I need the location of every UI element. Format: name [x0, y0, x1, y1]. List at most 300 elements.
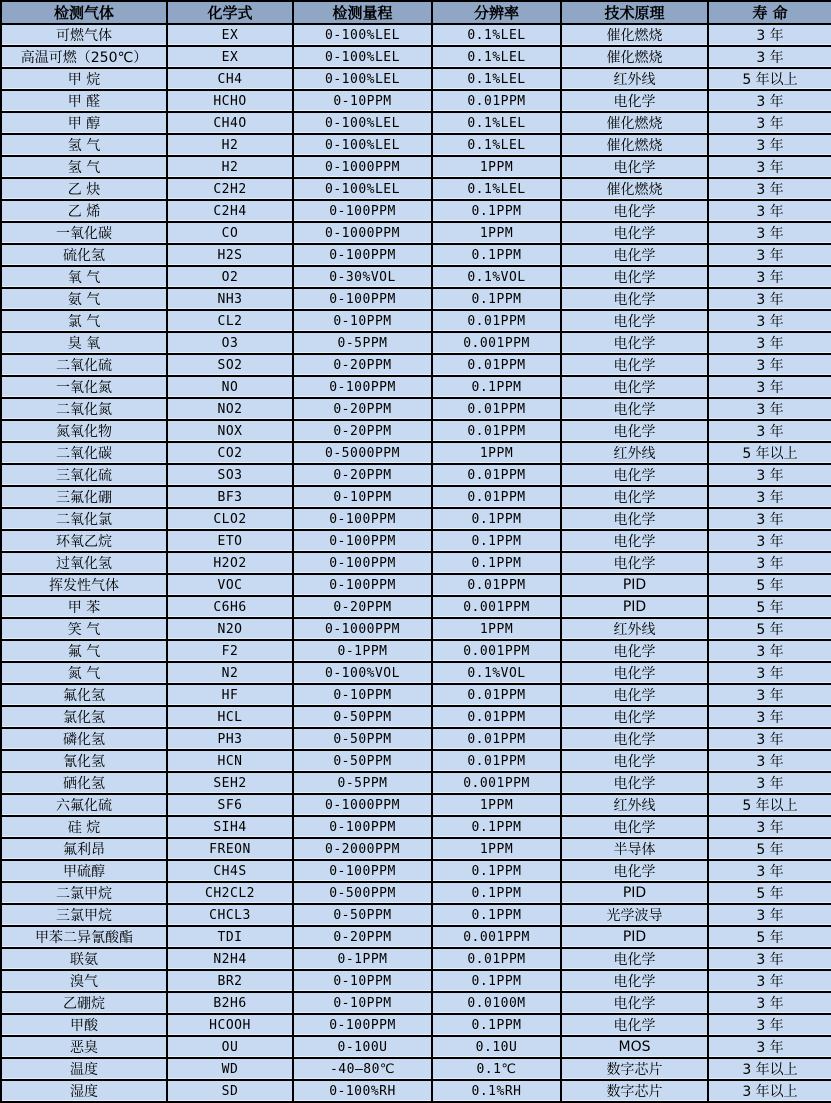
- range-cell: 0-20PPM: [293, 398, 432, 420]
- resolution-cell: 0.001PPM: [432, 332, 561, 354]
- lifespan-cell: 3 年: [708, 508, 831, 530]
- resolution-cell: 0.01PPM: [432, 420, 561, 442]
- range-cell: 0-5PPM: [293, 332, 432, 354]
- lifespan-cell: 5 年: [708, 618, 831, 640]
- resolution-cell: 0.0100M: [432, 992, 561, 1014]
- formula-cell: WD: [167, 1058, 293, 1080]
- range-cell: 0-20PPM: [293, 354, 432, 376]
- gas-name-cell: 甲 醛: [1, 90, 167, 112]
- principle-cell: 电化学: [561, 332, 708, 354]
- range-cell: 0-100PPM: [293, 200, 432, 222]
- range-cell: 0-100%LEL: [293, 112, 432, 134]
- gas-name-cell: 甲 醇: [1, 112, 167, 134]
- resolution-cell: 0.1%LEL: [432, 68, 561, 90]
- formula-cell: O2: [167, 266, 293, 288]
- header-row: [1, 1, 831, 24]
- principle-cell: PID: [561, 574, 708, 596]
- range-cell: 0-20PPM: [293, 464, 432, 486]
- principle-cell: 红外线: [561, 68, 708, 90]
- range-cell: 0-100PPM: [293, 1014, 432, 1036]
- table-row: [1, 772, 831, 794]
- formula-cell: F2: [167, 640, 293, 662]
- table-row: [1, 1036, 831, 1058]
- range-cell: 0-2000PPM: [293, 838, 432, 860]
- lifespan-cell: 3 年: [708, 46, 831, 68]
- formula-cell: H2: [167, 156, 293, 178]
- resolution-cell: 0.1%LEL: [432, 134, 561, 156]
- principle-cell: 催化燃烧: [561, 24, 708, 46]
- resolution-cell: 0.1PPM: [432, 970, 561, 992]
- lifespan-cell: 3 年: [708, 816, 831, 838]
- lifespan-cell: 3 年: [708, 266, 831, 288]
- table-row: [1, 750, 831, 772]
- table-row: [1, 288, 831, 310]
- lifespan-cell: 3 年: [708, 376, 831, 398]
- principle-cell: 电化学: [561, 266, 708, 288]
- resolution-cell: 0.1PPM: [432, 882, 561, 904]
- formula-cell: H2O2: [167, 552, 293, 574]
- principle-cell: PID: [561, 882, 708, 904]
- resolution-cell: 0.1%LEL: [432, 112, 561, 134]
- range-cell: 0-1000PPM: [293, 156, 432, 178]
- resolution-cell: 0.01PPM: [432, 574, 561, 596]
- range-cell: -40—80℃: [293, 1058, 432, 1080]
- principle-cell: 电化学: [561, 750, 708, 772]
- range-cell: 0-50PPM: [293, 728, 432, 750]
- lifespan-cell: 3 年: [708, 706, 831, 728]
- lifespan-cell: 3 年: [708, 728, 831, 750]
- principle-cell: 电化学: [561, 992, 708, 1014]
- gas-name-cell: 乙 炔: [1, 178, 167, 200]
- resolution-cell: 1PPM: [432, 794, 561, 816]
- lifespan-cell: 3 年: [708, 420, 831, 442]
- formula-cell: CL2: [167, 310, 293, 332]
- lifespan-cell: 3 年: [708, 288, 831, 310]
- lifespan-cell: 3 年: [708, 992, 831, 1014]
- range-cell: 0-100%RH: [293, 1080, 432, 1102]
- gas-name-cell: 氨 气: [1, 288, 167, 310]
- table-row: [1, 596, 831, 618]
- lifespan-cell: 3 年: [708, 310, 831, 332]
- table-row: [1, 706, 831, 728]
- lifespan-cell: 3 年: [708, 640, 831, 662]
- lifespan-cell: 3 年: [708, 552, 831, 574]
- range-cell: 0-500PPM: [293, 882, 432, 904]
- resolution-cell: 0.1%LEL: [432, 24, 561, 46]
- principle-cell: 电化学: [561, 772, 708, 794]
- lifespan-cell: 5 年: [708, 926, 831, 948]
- range-cell: 0-100%VOL: [293, 662, 432, 684]
- formula-cell: CH2CL2: [167, 882, 293, 904]
- principle-cell: 光学波导: [561, 904, 708, 926]
- lifespan-cell: 3 年: [708, 134, 831, 156]
- formula-cell: SO2: [167, 354, 293, 376]
- lifespan-cell: 3 年: [708, 750, 831, 772]
- range-cell: 0-100PPM: [293, 376, 432, 398]
- principle-cell: 电化学: [561, 552, 708, 574]
- principle-cell: 电化学: [561, 90, 708, 112]
- table-row: [1, 860, 831, 882]
- gas-name-cell: 氟化氢: [1, 684, 167, 706]
- range-cell: 0-100%LEL: [293, 178, 432, 200]
- gas-name-cell: 磷化氢: [1, 728, 167, 750]
- formula-cell: CHCL3: [167, 904, 293, 926]
- resolution-cell: 0.1PPM: [432, 376, 561, 398]
- principle-cell: 电化学: [561, 376, 708, 398]
- gas-name-cell: 氧 气: [1, 266, 167, 288]
- table-row: [1, 178, 831, 200]
- formula-cell: NO2: [167, 398, 293, 420]
- lifespan-cell: 5 年: [708, 596, 831, 618]
- table-row: [1, 222, 831, 244]
- table-row: [1, 530, 831, 552]
- gas-name-cell: 甲苯二异氰酸酯: [1, 926, 167, 948]
- formula-cell: TDI: [167, 926, 293, 948]
- principle-cell: PID: [561, 596, 708, 618]
- principle-cell: 红外线: [561, 442, 708, 464]
- gas-name-cell: 乙 烯: [1, 200, 167, 222]
- table-row: [1, 486, 831, 508]
- resolution-cell: 0.1PPM: [432, 816, 561, 838]
- formula-cell: BR2: [167, 970, 293, 992]
- formula-cell: H2S: [167, 244, 293, 266]
- table-row: [1, 420, 831, 442]
- principle-cell: 电化学: [561, 816, 708, 838]
- gas-name-cell: 环氧乙烷: [1, 530, 167, 552]
- formula-cell: HCN: [167, 750, 293, 772]
- gas-name-cell: 溴气: [1, 970, 167, 992]
- resolution-cell: 0.01PPM: [432, 464, 561, 486]
- table-row: [1, 244, 831, 266]
- table-row: [1, 398, 831, 420]
- lifespan-cell: 3 年: [708, 398, 831, 420]
- resolution-cell: 0.1PPM: [432, 200, 561, 222]
- gas-name-cell: 联氨: [1, 948, 167, 970]
- gas-name-cell: 甲 苯: [1, 596, 167, 618]
- gas-name-cell: 三氟化硼: [1, 486, 167, 508]
- table-row: [1, 552, 831, 574]
- lifespan-cell: 3 年: [708, 904, 831, 926]
- principle-cell: 催化燃烧: [561, 46, 708, 68]
- principle-cell: 电化学: [561, 662, 708, 684]
- principle-cell: 电化学: [561, 508, 708, 530]
- gas-name-cell: 温度: [1, 1058, 167, 1080]
- gas-name-cell: 二氧化氯: [1, 508, 167, 530]
- resolution-cell: 0.001PPM: [432, 926, 561, 948]
- resolution-cell: 0.01PPM: [432, 90, 561, 112]
- range-cell: 0-50PPM: [293, 904, 432, 926]
- lifespan-cell: 3 年: [708, 24, 831, 46]
- formula-cell: NO: [167, 376, 293, 398]
- table-row: [1, 112, 831, 134]
- principle-cell: 催化燃烧: [561, 112, 708, 134]
- column-header-resolution: 分辨率: [432, 1, 561, 24]
- resolution-cell: 0.001PPM: [432, 596, 561, 618]
- principle-cell: 电化学: [561, 200, 708, 222]
- resolution-cell: 0.1%VOL: [432, 266, 561, 288]
- range-cell: 0-100PPM: [293, 574, 432, 596]
- resolution-cell: 0.1℃: [432, 1058, 561, 1080]
- resolution-cell: 0.01PPM: [432, 948, 561, 970]
- table-row: [1, 68, 831, 90]
- formula-cell: SF6: [167, 794, 293, 816]
- table-row: [1, 970, 831, 992]
- lifespan-cell: 3 年: [708, 970, 831, 992]
- gas-name-cell: 三氯甲烷: [1, 904, 167, 926]
- principle-cell: 电化学: [561, 288, 708, 310]
- principle-cell: MOS: [561, 1036, 708, 1058]
- resolution-cell: 1PPM: [432, 618, 561, 640]
- principle-cell: 电化学: [561, 420, 708, 442]
- formula-cell: H2: [167, 134, 293, 156]
- formula-cell: PH3: [167, 728, 293, 750]
- principle-cell: 电化学: [561, 948, 708, 970]
- formula-cell: CLO2: [167, 508, 293, 530]
- gas-name-cell: 氰化氢: [1, 750, 167, 772]
- resolution-cell: 0.1PPM: [432, 244, 561, 266]
- lifespan-cell: 3 年: [708, 948, 831, 970]
- principle-cell: 电化学: [561, 860, 708, 882]
- range-cell: 0-10PPM: [293, 970, 432, 992]
- gas-name-cell: 可燃气体: [1, 24, 167, 46]
- gas-name-cell: 氯化氢: [1, 706, 167, 728]
- table-row: [1, 904, 831, 926]
- table-row: [1, 816, 831, 838]
- range-cell: 0-1000PPM: [293, 618, 432, 640]
- lifespan-cell: 3 年: [708, 1014, 831, 1036]
- table-row: [1, 266, 831, 288]
- principle-cell: 电化学: [561, 354, 708, 376]
- resolution-cell: 0.1%LEL: [432, 46, 561, 68]
- resolution-cell: 1PPM: [432, 442, 561, 464]
- table-row: [1, 310, 831, 332]
- lifespan-cell: 3 年: [708, 354, 831, 376]
- principle-cell: 电化学: [561, 1014, 708, 1036]
- gas-name-cell: 湿度: [1, 1080, 167, 1102]
- resolution-cell: 1PPM: [432, 222, 561, 244]
- lifespan-cell: 5 年: [708, 574, 831, 596]
- resolution-cell: 0.1%VOL: [432, 662, 561, 684]
- table-row: [1, 46, 831, 68]
- gas-name-cell: 二氧化硫: [1, 354, 167, 376]
- principle-cell: PID: [561, 926, 708, 948]
- range-cell: 0-50PPM: [293, 750, 432, 772]
- resolution-cell: 1PPM: [432, 838, 561, 860]
- table-row: [1, 90, 831, 112]
- formula-cell: CO: [167, 222, 293, 244]
- resolution-cell: 0.01PPM: [432, 684, 561, 706]
- range-cell: 0-100PPM: [293, 552, 432, 574]
- resolution-cell: 0.1PPM: [432, 530, 561, 552]
- formula-cell: NH3: [167, 288, 293, 310]
- gas-name-cell: 氟利昂: [1, 838, 167, 860]
- gas-name-cell: 乙硼烷: [1, 992, 167, 1014]
- gas-name-cell: 一氧化氮: [1, 376, 167, 398]
- principle-cell: 电化学: [561, 310, 708, 332]
- formula-cell: HCOOH: [167, 1014, 293, 1036]
- range-cell: 0-10PPM: [293, 992, 432, 1014]
- lifespan-cell: 3 年: [708, 332, 831, 354]
- table-row: [1, 992, 831, 1014]
- formula-cell: SO3: [167, 464, 293, 486]
- table-row: [1, 728, 831, 750]
- lifespan-cell: 5 年以上: [708, 794, 831, 816]
- lifespan-cell: 3 年以上: [708, 1080, 831, 1102]
- principle-cell: 电化学: [561, 222, 708, 244]
- principle-cell: 红外线: [561, 618, 708, 640]
- table-row: [1, 574, 831, 596]
- formula-cell: SD: [167, 1080, 293, 1102]
- range-cell: 0-100%LEL: [293, 134, 432, 156]
- lifespan-cell: 3 年: [708, 244, 831, 266]
- resolution-cell: 0.01PPM: [432, 728, 561, 750]
- gas-name-cell: 二氯甲烷: [1, 882, 167, 904]
- range-cell: 0-50PPM: [293, 706, 432, 728]
- lifespan-cell: 5 年以上: [708, 442, 831, 464]
- lifespan-cell: 3 年: [708, 662, 831, 684]
- lifespan-cell: 3 年: [708, 156, 831, 178]
- lifespan-cell: 3 年: [708, 112, 831, 134]
- column-header-formula: 化学式: [167, 1, 293, 24]
- resolution-cell: 0.01PPM: [432, 750, 561, 772]
- range-cell: 0-20PPM: [293, 596, 432, 618]
- formula-cell: CH4S: [167, 860, 293, 882]
- range-cell: 0-100PPM: [293, 530, 432, 552]
- formula-cell: FREON: [167, 838, 293, 860]
- formula-cell: VOC: [167, 574, 293, 596]
- formula-cell: O3: [167, 332, 293, 354]
- lifespan-cell: 3 年: [708, 530, 831, 552]
- formula-cell: EX: [167, 46, 293, 68]
- range-cell: 0-100U: [293, 1036, 432, 1058]
- formula-cell: HCHO: [167, 90, 293, 112]
- gas-name-cell: 硅 烷: [1, 816, 167, 838]
- formula-cell: B2H6: [167, 992, 293, 1014]
- range-cell: 0-100%LEL: [293, 24, 432, 46]
- table-row: [1, 508, 831, 530]
- principle-cell: 催化燃烧: [561, 134, 708, 156]
- lifespan-cell: 3 年: [708, 486, 831, 508]
- table-row: [1, 684, 831, 706]
- gas-name-cell: 挥发性气体: [1, 574, 167, 596]
- range-cell: 0-100PPM: [293, 508, 432, 530]
- gas-name-cell: 三氧化硫: [1, 464, 167, 486]
- lifespan-cell: 3 年: [708, 90, 831, 112]
- lifespan-cell: 5 年: [708, 838, 831, 860]
- gas-name-cell: 甲硫醇: [1, 860, 167, 882]
- resolution-cell: 0.1PPM: [432, 904, 561, 926]
- principle-cell: 催化燃烧: [561, 178, 708, 200]
- formula-cell: N2H4: [167, 948, 293, 970]
- principle-cell: 数字芯片: [561, 1058, 708, 1080]
- formula-cell: SIH4: [167, 816, 293, 838]
- formula-cell: N2O: [167, 618, 293, 640]
- resolution-cell: 0.1PPM: [432, 508, 561, 530]
- range-cell: 0-10PPM: [293, 90, 432, 112]
- formula-cell: SEH2: [167, 772, 293, 794]
- column-header-principle: 技术原理: [561, 1, 708, 24]
- formula-cell: OU: [167, 1036, 293, 1058]
- resolution-cell: 0.10U: [432, 1036, 561, 1058]
- table-body: [1, 24, 831, 1102]
- resolution-cell: 0.01PPM: [432, 398, 561, 420]
- formula-cell: BF3: [167, 486, 293, 508]
- gas-name-cell: 恶臭: [1, 1036, 167, 1058]
- principle-cell: 电化学: [561, 970, 708, 992]
- gas-name-cell: 硫化氢: [1, 244, 167, 266]
- resolution-cell: 0.1PPM: [432, 288, 561, 310]
- resolution-cell: 0.1%LEL: [432, 178, 561, 200]
- range-cell: 0-100%LEL: [293, 46, 432, 68]
- principle-cell: 电化学: [561, 530, 708, 552]
- lifespan-cell: 3 年: [708, 200, 831, 222]
- table-row: [1, 376, 831, 398]
- formula-cell: CH4O: [167, 112, 293, 134]
- resolution-cell: 0.01PPM: [432, 706, 561, 728]
- table-row: [1, 662, 831, 684]
- principle-cell: 电化学: [561, 244, 708, 266]
- gas-name-cell: 二氧化氮: [1, 398, 167, 420]
- principle-cell: 半导体: [561, 838, 708, 860]
- gas-name-cell: 氢 气: [1, 156, 167, 178]
- gas-name-cell: 甲 烷: [1, 68, 167, 90]
- gas-name-cell: 氯 气: [1, 310, 167, 332]
- table-row: [1, 442, 831, 464]
- principle-cell: 电化学: [561, 464, 708, 486]
- principle-cell: 数字芯片: [561, 1080, 708, 1102]
- range-cell: 0-20PPM: [293, 420, 432, 442]
- lifespan-cell: 3 年: [708, 860, 831, 882]
- lifespan-cell: 3 年: [708, 178, 831, 200]
- table-row: [1, 354, 831, 376]
- lifespan-cell: 5 年以上: [708, 68, 831, 90]
- range-cell: 0-1PPM: [293, 640, 432, 662]
- resolution-cell: 0.001PPM: [432, 640, 561, 662]
- table-row: [1, 926, 831, 948]
- resolution-cell: 0.1PPM: [432, 1014, 561, 1036]
- column-header-lifespan: 寿 命: [708, 1, 831, 24]
- formula-cell: CO2: [167, 442, 293, 464]
- range-cell: 0-1000PPM: [293, 222, 432, 244]
- resolution-cell: 0.1PPM: [432, 552, 561, 574]
- table-row: [1, 24, 831, 46]
- range-cell: 0-10PPM: [293, 310, 432, 332]
- lifespan-cell: 3 年: [708, 1036, 831, 1058]
- resolution-cell: 0.01PPM: [432, 486, 561, 508]
- formula-cell: HCL: [167, 706, 293, 728]
- table-row: [1, 838, 831, 860]
- principle-cell: 电化学: [561, 640, 708, 662]
- range-cell: 0-30%VOL: [293, 266, 432, 288]
- table-row: [1, 948, 831, 970]
- formula-cell: N2: [167, 662, 293, 684]
- gas-name-cell: 硒化氢: [1, 772, 167, 794]
- table-row: [1, 200, 831, 222]
- table-row: [1, 1014, 831, 1036]
- range-cell: 0-10PPM: [293, 486, 432, 508]
- table-row: [1, 1080, 831, 1102]
- range-cell: 0-20PPM: [293, 926, 432, 948]
- gas-name-cell: 六氟化硫: [1, 794, 167, 816]
- principle-cell: 电化学: [561, 486, 708, 508]
- table-row: [1, 156, 831, 178]
- resolution-cell: 0.1%RH: [432, 1080, 561, 1102]
- range-cell: 0-1000PPM: [293, 794, 432, 816]
- gas-name-cell: 笑 气: [1, 618, 167, 640]
- formula-cell: C2H2: [167, 178, 293, 200]
- gas-name-cell: 甲酸: [1, 1014, 167, 1036]
- gas-name-cell: 氮 气: [1, 662, 167, 684]
